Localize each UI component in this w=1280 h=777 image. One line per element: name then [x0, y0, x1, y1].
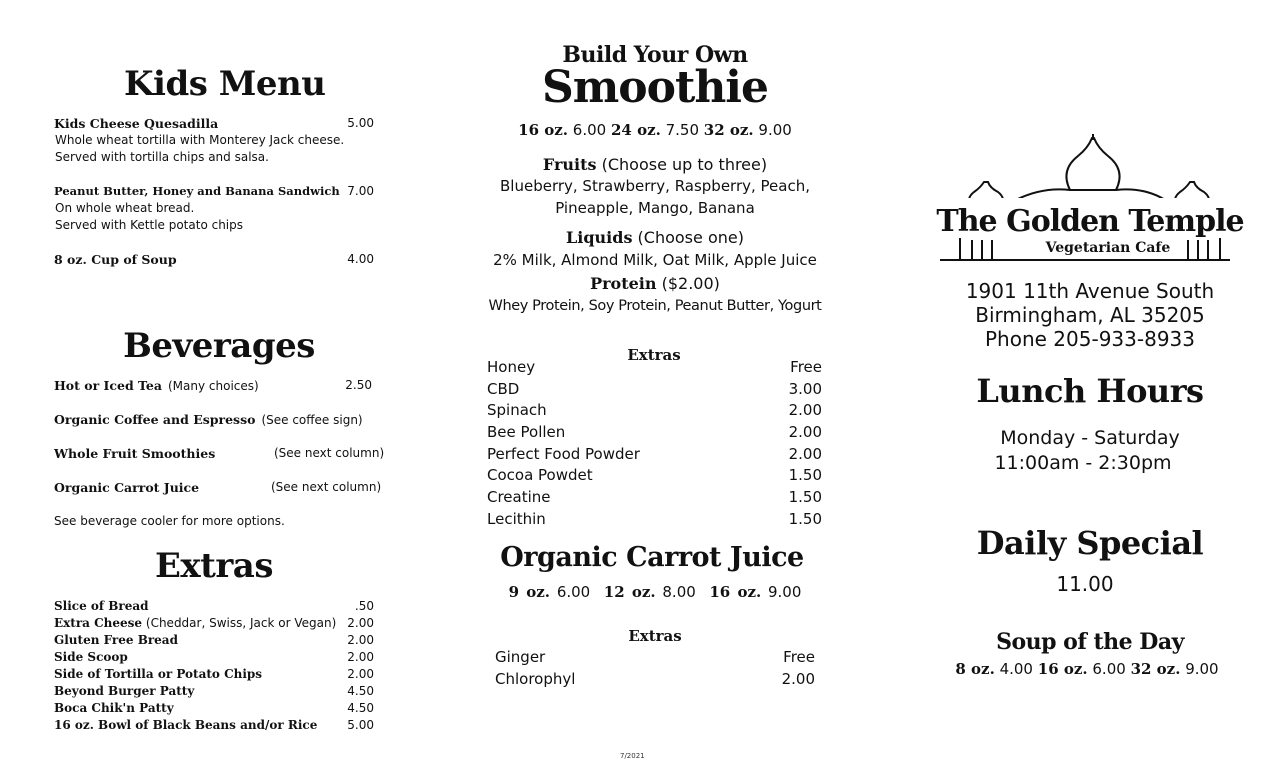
fruits-list: Blueberry, Strawberry, Raspberry, Peach, [500, 177, 810, 195]
fruits-note: (Choose up to three) [601, 155, 768, 174]
extras-item [487, 509, 822, 531]
right-column [920, 0, 1260, 777]
item-price: 1.50 [788, 488, 822, 506]
logo-name: The Golden Temple [936, 204, 1244, 239]
logo-subtitle: Vegetarian Cafe [1045, 240, 1171, 256]
menu-item [54, 412, 380, 428]
item-name: Spinach [487, 401, 547, 419]
smoothie-title: Smoothie [541, 62, 769, 113]
size-label: 16 oz. [709, 583, 762, 601]
kids-menu-heading: Kids Menu [124, 64, 326, 104]
protein-label: Protein [590, 274, 657, 293]
item-name: Side Scoop [54, 650, 128, 664]
item-price: 7.00 [347, 184, 374, 198]
size-label: 8 oz. [955, 660, 995, 678]
item-name: Perfect Food Powder [487, 445, 640, 463]
item-price: 4.00 [347, 252, 374, 266]
extras-item [487, 487, 822, 509]
item-note: (See next column) [271, 480, 382, 494]
item-price: Free [790, 358, 822, 376]
daily-special-heading: Daily Special [976, 524, 1204, 562]
size-label: 9 oz. [508, 583, 551, 601]
middle-column [480, 0, 830, 777]
item-price: 2.00 [347, 667, 374, 681]
extras-item [487, 444, 822, 466]
item-name: Whole Fruit Smoothies [54, 446, 216, 461]
item-name: Ginger [495, 648, 546, 666]
item-price: 5.00 [347, 718, 374, 732]
item-price: 5.00 [347, 116, 374, 130]
lunch-times: 11:00am - 2:30pm [994, 452, 1172, 474]
fruits-heading [480, 155, 830, 174]
protein-heading [480, 274, 830, 293]
liquids-list: 2% Milk, Almond Milk, Oat Milk, Apple Juice [493, 251, 817, 269]
item-name: CBD [487, 380, 520, 398]
extras-item [54, 717, 380, 734]
carrot-juice-sizes [480, 583, 830, 601]
item-price: 4.50 [347, 701, 374, 715]
size-price: 9.00 [767, 583, 802, 601]
protein-list: Whey Protein, Soy Protein, Peanut Butter, Yogurt [488, 298, 822, 314]
item-name: Kids Cheese Quesadilla [54, 116, 219, 131]
item-name: Chlorophyl [495, 670, 576, 688]
phone-number: Phone 205-933-8933 [985, 327, 1195, 351]
menu-item [54, 378, 380, 394]
smoothie-title-top: Build Your Own [562, 42, 748, 68]
footer-date: 7/2021 [620, 752, 645, 760]
temple-logo [920, 130, 1260, 270]
item-price: 2.00 [781, 670, 815, 688]
carrot-juice-heading: Organic Carrot Juice [500, 542, 804, 573]
extras-item [54, 598, 380, 615]
item-price: 4.50 [347, 684, 374, 698]
carrot-extras-heading: Extras [628, 627, 682, 645]
extras-item [495, 647, 815, 669]
item-price: 2.00 [347, 633, 374, 647]
extras-item [54, 683, 380, 700]
beverages-heading: Beverages [123, 326, 315, 366]
item-name: Gluten Free Bread [54, 633, 178, 647]
extras-item [487, 400, 822, 422]
item-description: Served with tortilla chips and salsa. [55, 150, 269, 164]
item-name: Beyond Burger Patty [54, 684, 195, 698]
size-label: 12 oz. [603, 583, 656, 601]
extras-item [54, 700, 380, 717]
item-name: Lecithin [487, 510, 546, 528]
item-detail: (Cheddar, Swiss, Jack or Vegan) [145, 616, 337, 630]
size-price: 6.00 [572, 121, 607, 139]
size-price: 9.00 [758, 121, 792, 139]
item-name: Peanut Butter, Honey and Banana Sandwich [54, 184, 340, 198]
item-price: 2.00 [347, 616, 374, 630]
item-note: (See next column) [274, 446, 385, 460]
protein-note: ($2.00) [661, 274, 720, 293]
size-label: 32 oz. [1130, 660, 1181, 678]
item-name: Organic Carrot Juice [54, 480, 200, 495]
item-name: Bee Pollen [487, 423, 566, 441]
item-note: (See coffee sign) [261, 413, 363, 427]
item-price: Free [783, 648, 815, 666]
soup-sizes [917, 660, 1257, 678]
lunch-hours-heading: Lunch Hours [976, 372, 1204, 410]
item-name: Boca Chik'n Patty [54, 701, 174, 715]
item-description: Served with Kettle potato chips [55, 218, 244, 232]
extras-item [54, 666, 380, 683]
menu-item [54, 184, 380, 199]
item-name: Cocoa Powdet [487, 466, 593, 484]
address-line1: 1901 11th Avenue South [965, 279, 1215, 303]
item-name: Creatine [487, 488, 551, 506]
size-price: 8.00 [662, 583, 696, 601]
item-price: 2.00 [347, 650, 374, 664]
extras-item [487, 357, 822, 379]
extras-item [487, 422, 822, 444]
liquids-note: (Choose one) [637, 228, 744, 247]
size-price: 6.00 [556, 583, 591, 601]
item-price: 3.00 [788, 380, 822, 398]
extras-item [487, 379, 822, 401]
extras-label: Extras [627, 346, 681, 364]
item-price: 1.50 [788, 510, 822, 528]
item-name: Honey [487, 358, 536, 376]
extras-item [54, 615, 380, 632]
item-name: Extra Cheese [54, 616, 143, 630]
item-name: Side of Tortilla or Potato Chips [54, 667, 263, 681]
extras-heading: Extras [155, 546, 273, 586]
fruits-list: Pineapple, Mango, Banana [555, 199, 755, 217]
left-column [54, 0, 385, 777]
item-price: 2.00 [788, 401, 822, 419]
beverages-footnote: See beverage cooler for more options. [54, 514, 285, 528]
menu-item [54, 480, 380, 496]
item-name: Hot or Iced Tea [54, 378, 162, 393]
liquids-heading [480, 228, 830, 247]
size-price: 6.00 [1092, 660, 1126, 678]
size-label: 24 oz. [610, 121, 661, 139]
item-price: .50 [354, 599, 374, 613]
item-description: On whole wheat bread. [55, 201, 195, 215]
extras-item [54, 632, 380, 649]
size-label: 32 oz. [703, 121, 754, 139]
extras-item [487, 465, 822, 487]
extras-item [495, 669, 815, 691]
soup-heading: Soup of the Day [996, 629, 1184, 655]
menu-item [54, 116, 380, 132]
size-price: 9.00 [1185, 660, 1219, 678]
address-line2: Birmingham, AL 35205 [975, 303, 1205, 327]
size-label: 16 oz. [1037, 660, 1088, 678]
liquids-label: Liquids [566, 228, 633, 247]
item-name: Slice of Bread [54, 599, 149, 613]
lunch-days: Monday - Saturday [1000, 427, 1180, 449]
daily-special-price: 11.00 [1056, 572, 1114, 596]
item-name: 8 oz. Cup of Soup [54, 252, 177, 267]
size-price: 4.00 [999, 660, 1033, 678]
item-note: (Many choices) [167, 379, 259, 393]
item-price: 1.50 [788, 466, 822, 484]
size-label: 16 oz. [518, 121, 569, 139]
extras-item [54, 649, 380, 666]
item-description: Whole wheat tortilla with Monterey Jack cheese. [55, 133, 345, 147]
size-price: 7.50 [665, 121, 700, 139]
fruits-label: Fruits [542, 155, 597, 174]
menu-item [54, 252, 380, 268]
item-name: 16 oz. Bowl of Black Beans and/or Rice [54, 718, 318, 732]
menu-item [54, 446, 385, 462]
item-price: 2.00 [788, 423, 822, 441]
item-price: 2.50 [345, 378, 372, 392]
item-price: 2.00 [788, 445, 822, 463]
item-name: Organic Coffee and Espresso [54, 412, 256, 427]
smoothie-sizes [480, 121, 830, 139]
